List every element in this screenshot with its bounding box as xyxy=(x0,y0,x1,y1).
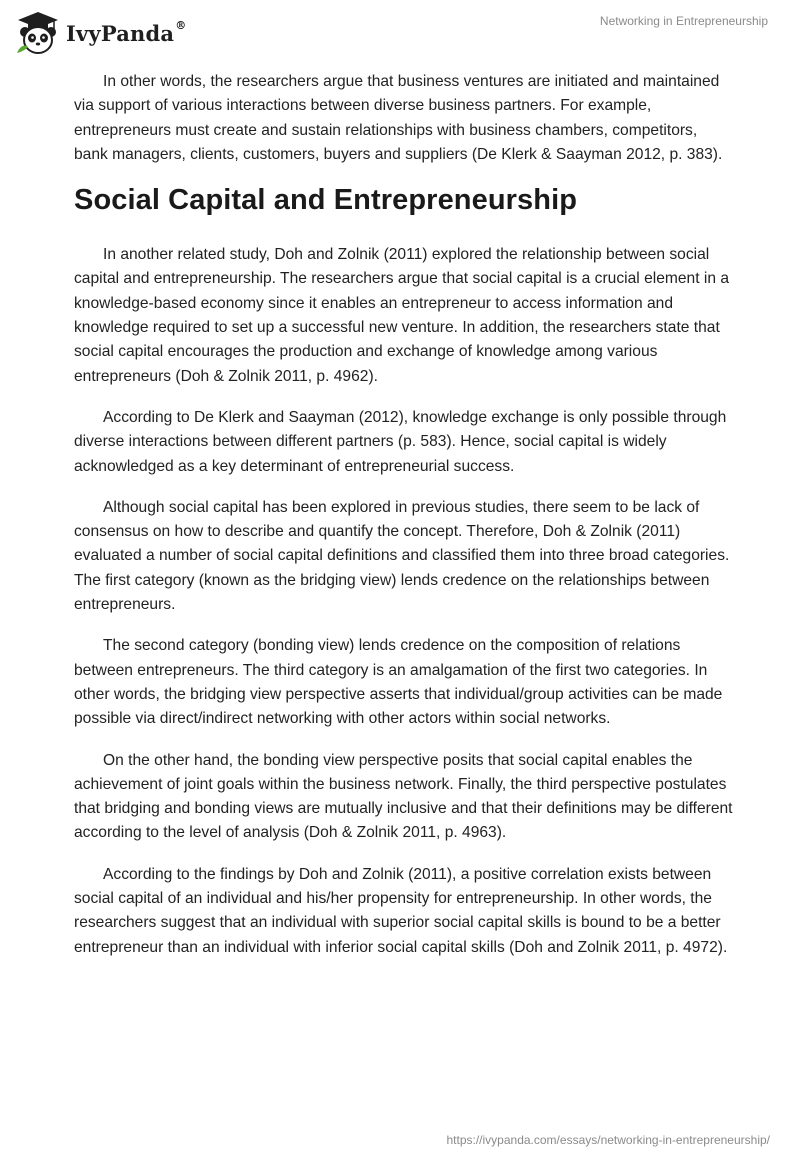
page-header xyxy=(0,0,800,64)
body-paragraph: Although social capital has been explored in previous studies, there seem to be lack of consensus on how to describe and quantify the concept. Therefore, Doh & Zolnik (2011) evaluated a number of social capital definitions and classified them into three broad categories. The first category (known as the bridging view) lends credence on the relationships between entrepreneurs. xyxy=(74,498,730,614)
essay-content xyxy=(74,70,734,977)
brand-logo[interactable] xyxy=(14,8,186,58)
intro-paragraph: In other words, the researchers argue that business ventures are initiated and maintained via support of various interactions between diverse business partners. For example, entrepreneurs must create and sustain relationships with business chambers, competitors, bank managers, clients, customers, buyers and suppliers (De Klerk & Saayman 2012, p. 383). xyxy=(74,73,723,163)
footer-source-url[interactable]: https://ivypanda.com/essays/networking-in-entrepreneurship/ xyxy=(446,1133,770,1147)
body-paragraph: According to the findings by Doh and Zolnik (2011), a positive correlation exists between social capital of an individual and his/her propensity for entrepreneurship. In other words, the researchers suggest that an individual with superior social capital skills is bound to be a better entrepreneur than an individual with inferior social capital skills (Doh and Zolnik 2011, p. 4972). xyxy=(74,865,728,956)
body-paragraph: According to De Klerk and Saayman (2012), knowledge exchange is only possible through diverse interactions between different partners (p. 583). Hence, social capital is widely acknowledged as a key determinant of entrepreneurial success. xyxy=(74,408,727,475)
section-heading: Social Capital and Entrepreneurship xyxy=(74,184,578,217)
panda-graduate-icon xyxy=(14,9,62,57)
document-title: Networking in Entrepreneurship xyxy=(599,14,768,28)
brand-name: IvyPanda® xyxy=(66,18,187,46)
registered-mark: ® xyxy=(175,18,187,32)
body-paragraph: The second category (bonding view) lends credence on the composition of relations between entrepreneurs. The third category is an amalgamation of the first two categories. In other words, the bridging view perspective asserts that individual/group activities can be made possible via direct/indirect networking with other actors within social networks. xyxy=(74,637,723,728)
body-paragraph: In another related study, Doh and Zolnik (2011) explored the relationship between social capital and entrepreneurship. The researchers argue that social capital is a crucial element in a knowledge-based economy since it enables an entrepreneur to access information and knowledge required to set up a successful new venture. In addition, the researchers state that social capital encourages the production and exchange of knowledge among various entrepreneurs (Doh & Zolnik 2011, p. 4962). xyxy=(74,246,730,385)
body-paragraph: On the other hand, the bonding view perspective posits that social capital enables the achievement of joint goals within the business network. Finally, the third perspective postulates that bridging and bonding views are mutually inclusive and that their definitions may be different according to the level of analysis (Doh & Zolnik 2011, p. 4963). xyxy=(74,751,733,842)
